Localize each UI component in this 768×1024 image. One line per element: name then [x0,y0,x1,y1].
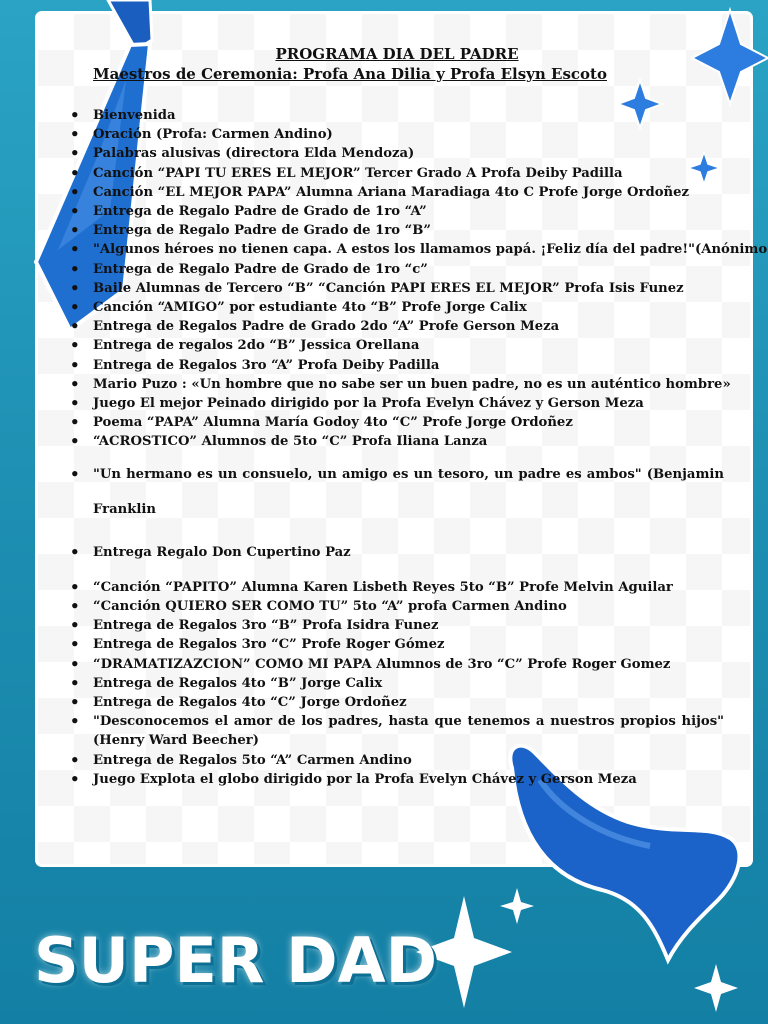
list-item: • Baile Alumnas de Tercero “B” “Canción PAPI ERES EL MEJOR” Profa Isis Funez [70,279,724,298]
list-item: • Juego Explota el globo dirigido por la Profa Evelyn Chávez y Gerson Meza [70,770,724,789]
list-item: • "Algunos héroes no tienen capa. A estos los llamamos papá. ¡Feliz día del padre!"(Anónimo [70,240,724,259]
list-item: • Entrega Regalo Don Cupertino Paz [70,543,724,562]
list-item: • “Canción QUIERO SER COMO TU” 5to “A” profa Carmen Andino [70,597,724,616]
list-item: • Entrega de Regalos 4to “B” Jorge Calix [70,674,724,693]
list-item: • Bienvenida [70,106,724,125]
list-item: • Oración (Profa: Carmen Andino) [70,125,724,144]
sparkle-icon [500,888,534,924]
list-item: • “Canción “PAPITO” Alumna Karen Lisbeth Reyes 5to “B” Profe Melvin Aguilar [70,578,724,597]
list-item: • Canción “PAPI TU ERES EL MEJOR” Tercer Grado A Profa Deiby Padilla [70,164,724,183]
list-item: • Entrega de Regalos 5to “A” Carmen Andino [70,751,724,770]
list-item: • Canción “EL MEJOR PAPA” Alumna Ariana Maradiaga 4to C Profe Jorge Ordoñez [70,183,724,202]
list-item: • Entrega de Regalos Padre de Grado 2do “A” Profe Gerson Meza [70,317,724,336]
page-title: PROGRAMA DIA DEL PADRE [275,45,519,63]
list-item: • "Un hermano es un consuelo, un amigo es un tesoro, un padre es ambos" (Benjamin Franklin [70,457,724,527]
list-item: • Entrega de Regalos 3ro “C” Profe Roger Gómez [70,635,724,654]
program-document [70,44,768,789]
list-item: • Entrega de Regalos 4to “C” Jorge Ordoñez [70,693,724,712]
list-item: • Canción “AMIGO” por estudiante 4to “B” Profe Jorge Calix [70,298,724,317]
list-item: • Entrega de Regalo Padre de Grado de 1ro “B” [70,221,724,240]
program-list [70,106,768,789]
list-item: • Palabras alusivas (directora Elda Mendoza) [70,144,724,163]
super-dad-banner: SUPER DAD [34,924,438,997]
list-item: • “DRAMATIZAZCION” COMO MI PAPA Alumnos de 3ro “C” Profe Roger Gomez [70,655,724,674]
list-item: • Entrega de Regalo Padre de Grado de 1ro “c” [70,260,724,279]
list-item: • Entrega de regalos 2do “B” Jessica Orellana [70,336,724,355]
list-item: • "Desconocemos el amor de los padres, hasta que tenemos a nuestros propios hijos" (Henry Ward Beecher) [70,712,724,750]
list-item: • Poema “PAPA” Alumna María Godoy 4to “C” Profe Jorge Ordoñez [70,413,724,432]
list-item: • Mario Puzo : «Un hombre que no sabe ser un buen padre, no es un auténtico hombre» [70,375,724,394]
masters-of-ceremony: Maestros de Ceremonia: Profa Ana Dilia y Profa Elsyn Escoto [93,65,607,83]
list-item: • “ACROSTICO” Alumnos de 5to “C” Profa Iliana Lanza [70,432,724,451]
sparkle-icon [694,964,738,1012]
list-item: • Juego El mejor Peinado dirigido por la Profa Evelyn Chávez y Gerson Meza [70,394,724,413]
list-item: • Entrega de Regalos 3ro “B” Profa Isidra Funez [70,616,724,635]
list-item: • Entrega de Regalos 3ro “A” Profa Deiby Padilla [70,356,724,375]
list-item: • Entrega de Regalo Padre de Grado de 1ro “A” [70,202,724,221]
